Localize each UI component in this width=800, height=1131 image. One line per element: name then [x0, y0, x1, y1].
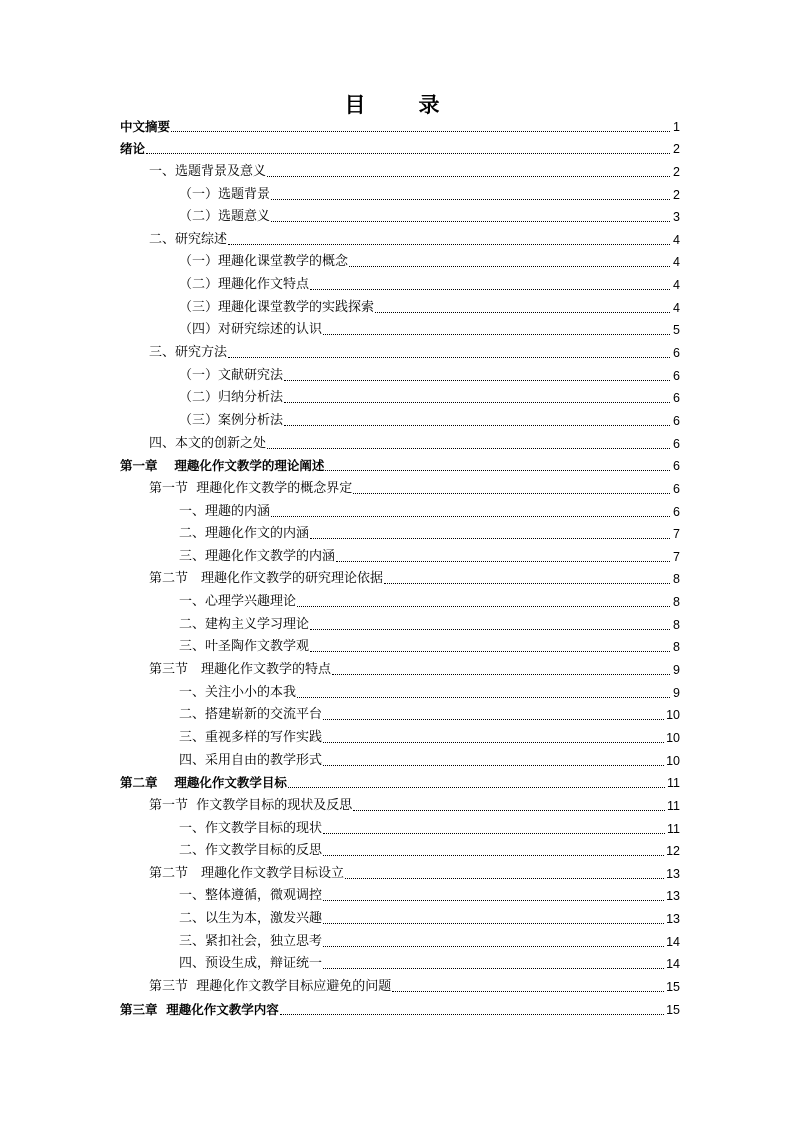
toc-entry-title: 三、理趣化作文教学的内涵: [179, 548, 336, 564]
toc-entry[interactable]: [120, 250, 680, 273]
toc-entry-title: 第三章 理趣化作文教学内容: [120, 1001, 279, 1017]
toc-entry[interactable]: [120, 318, 680, 341]
dot-leader: [323, 764, 664, 766]
toc-entry-title: （一）文献研究法: [179, 367, 284, 383]
dot-leader: [323, 945, 664, 947]
toc-page-number: 11: [667, 821, 680, 836]
toc-entry[interactable]: [120, 159, 680, 182]
toc-page-number: 8: [673, 617, 680, 632]
toc-page-number: 13: [666, 866, 680, 881]
dot-leader: [271, 220, 670, 222]
toc-page-number: 12: [666, 844, 680, 859]
toc-page-number: 6: [673, 481, 680, 496]
toc-entry[interactable]: [120, 227, 680, 250]
toc-entry-title: （二）归纳分析法: [179, 390, 284, 406]
dot-leader: [284, 424, 670, 426]
dot-leader: [323, 333, 670, 335]
dot-leader: [284, 401, 670, 403]
toc-entry-title: 第二章 理趣化作文教学目标: [120, 775, 287, 791]
toc-entry-title: 二、以生为本，激发兴趣: [179, 911, 323, 927]
dot-leader: [271, 515, 670, 517]
toc-entry[interactable]: [120, 340, 680, 363]
dot-leader: [375, 311, 670, 313]
toc-page-number: 13: [666, 889, 680, 904]
toc-entry-title: （一）理趣化课堂教学的概念: [179, 254, 349, 270]
toc-entry[interactable]: [120, 363, 680, 386]
toc-page-number: 6: [673, 391, 680, 406]
toc-page-number: 14: [666, 957, 680, 972]
toc-entry[interactable]: [120, 612, 680, 635]
toc-entry-title: 一、整体遵循，微观调控: [179, 888, 323, 904]
toc-entry-title: 二、搭建崭新的交流平台: [179, 707, 323, 723]
toc-entry-title: 二、理趣化作文的内涵: [179, 526, 310, 542]
toc-entry-title: 第三节 理趣化作文教学目标应避免的问题: [149, 978, 392, 994]
toc-entry-title: 四、预设生成，辩证统一: [179, 956, 323, 972]
toc-entry-title: （一）选题背景: [179, 186, 271, 202]
toc-page-number: 13: [666, 912, 680, 927]
dot-leader: [384, 582, 670, 584]
toc-entry-title: （三）理趣化课堂教学的实践探索: [179, 299, 375, 315]
dot-leader: [392, 990, 664, 992]
toc-entry[interactable]: [120, 861, 680, 884]
toc-entry-title: 二、建构主义学习理论: [179, 616, 310, 632]
dot-leader: [310, 628, 670, 630]
dot-leader: [228, 243, 670, 245]
toc-entry-title: （二）选题意义: [179, 209, 271, 225]
table-of-contents: [120, 114, 680, 1020]
toc-entry-title: （三）案例分析法: [179, 412, 284, 428]
dot-leader: [310, 537, 670, 539]
page-title: 目 录: [344, 93, 456, 117]
toc-entry-title: 二、作文教学目标的反思: [179, 843, 323, 859]
toc-page-number: 10: [666, 708, 680, 723]
toc-entry[interactable]: [120, 567, 680, 590]
dot-leader: [323, 718, 664, 720]
dot-leader: [284, 379, 670, 381]
dot-leader: [271, 198, 670, 200]
toc-page-number: 15: [666, 1002, 680, 1017]
toc-entry-title: 四、采用自由的教学形式: [179, 752, 323, 768]
dot-leader: [349, 265, 670, 267]
toc-entry[interactable]: [120, 408, 680, 431]
toc-entry-title: 四、本文的创新之处: [149, 435, 267, 451]
toc-entry[interactable]: [120, 816, 680, 839]
toc-page-number: 15: [666, 979, 680, 994]
toc-page-number: 6: [673, 459, 680, 474]
dot-leader: [280, 1013, 664, 1015]
dot-leader: [336, 560, 670, 562]
toc-page-number: 6: [673, 413, 680, 428]
toc-page-number: 4: [673, 232, 680, 247]
toc-page-number: 1: [673, 119, 680, 134]
toc-entry[interactable]: [120, 182, 680, 205]
toc-entry-title: 绪论: [120, 141, 146, 157]
dot-leader: [310, 650, 670, 652]
toc-entry-title: 第一节 理趣化作文教学的概念界定: [149, 480, 353, 496]
toc-entry[interactable]: [120, 114, 680, 137]
toc-entry[interactable]: [120, 793, 680, 816]
toc-entry-title: 第三节 理趣化作文教学的特点: [149, 662, 332, 678]
toc-entry[interactable]: [120, 544, 680, 567]
toc-entry-title: 三、研究方法: [149, 345, 228, 361]
toc-entry[interactable]: [120, 205, 680, 228]
toc-page-number: 6: [673, 346, 680, 361]
dot-leader: [325, 469, 670, 471]
toc-page-number: 8: [673, 640, 680, 655]
toc-entry[interactable]: [120, 635, 680, 658]
toc-entry[interactable]: [120, 137, 680, 160]
toc-page-number: 11: [667, 798, 680, 813]
toc-entry[interactable]: [120, 522, 680, 545]
dot-leader: [146, 152, 670, 154]
toc-entry[interactable]: [120, 272, 680, 295]
toc-page-number: 4: [673, 278, 680, 293]
toc-entry[interactable]: [120, 725, 680, 748]
dot-leader: [267, 175, 670, 177]
toc-entry-title: 三、紧扣社会，独立思考: [179, 933, 323, 949]
toc-entry-title: 第二节 理趣化作文教学的研究理论依据: [149, 571, 384, 587]
toc-entry[interactable]: [120, 839, 680, 862]
toc-entry-title: （四）对研究综述的认识: [179, 322, 323, 338]
toc-page-number: 3: [673, 210, 680, 225]
dot-leader: [353, 809, 665, 811]
dot-leader: [297, 605, 670, 607]
dot-leader: [323, 899, 664, 901]
toc-entry[interactable]: [120, 431, 680, 454]
toc-entry[interactable]: [120, 499, 680, 522]
dot-leader: [345, 877, 664, 879]
toc-entry-title: （二）理趣化作文特点: [179, 277, 310, 293]
toc-entry[interactable]: [120, 454, 680, 477]
dot-leader: [323, 854, 664, 856]
toc-entry[interactable]: [120, 748, 680, 771]
toc-entry[interactable]: [120, 680, 680, 703]
dot-leader: [323, 967, 664, 969]
toc-page-number: 6: [673, 368, 680, 383]
toc-entry[interactable]: [120, 295, 680, 318]
toc-entry-title: 第一章 理趣化作文教学的理论阐述: [120, 458, 325, 474]
dot-leader: [323, 832, 665, 834]
toc-entry-title: 一、选题背景及意义: [149, 163, 267, 179]
toc-entry-title: 二、研究综述: [149, 231, 228, 247]
toc-entry[interactable]: [120, 703, 680, 726]
toc-page-number: 6: [673, 504, 680, 519]
toc-entry-title: 一、理趣的内涵: [179, 503, 271, 519]
toc-entry[interactable]: [120, 974, 680, 997]
toc-entry[interactable]: [120, 952, 680, 975]
dot-leader: [353, 492, 670, 494]
toc-page-number: 2: [673, 187, 680, 202]
toc-page-number: 4: [673, 300, 680, 315]
dot-leader: [228, 356, 670, 358]
toc-page-number: 2: [673, 142, 680, 157]
toc-page-number: 7: [673, 549, 680, 564]
toc-entry-title: 中文摘要: [120, 118, 171, 134]
toc-entry[interactable]: [120, 476, 680, 499]
toc-page-number: 10: [666, 730, 680, 745]
toc-entry-title: 第一节 作文教学目标的现状及反思: [149, 797, 353, 813]
dot-leader: [267, 447, 670, 449]
toc-entry[interactable]: [120, 657, 680, 680]
toc-page-number: 8: [673, 595, 680, 610]
toc-entry[interactable]: [120, 906, 680, 929]
dot-leader: [288, 786, 665, 788]
toc-entry[interactable]: [120, 771, 680, 794]
dot-leader: [323, 741, 664, 743]
toc-page-number: 6: [673, 436, 680, 451]
toc-page-number: 14: [666, 934, 680, 949]
dot-leader: [323, 922, 664, 924]
toc-page-number: 4: [673, 255, 680, 270]
toc-page-number: 5: [673, 323, 680, 338]
toc-page-number: 8: [673, 572, 680, 587]
toc-entry-title: 第二节 理趣化作文教学目标设立: [149, 865, 345, 881]
toc-entry[interactable]: [120, 929, 680, 952]
toc-entry[interactable]: [120, 589, 680, 612]
toc-entry[interactable]: [120, 997, 680, 1020]
dot-leader: [332, 673, 670, 675]
toc-entry-title: 一、关注小小的本我: [179, 684, 297, 700]
dot-leader: [297, 696, 670, 698]
toc-page-number: 9: [673, 663, 680, 678]
toc-entry-title: 一、心理学兴趣理论: [179, 594, 297, 610]
toc-entry-title: 三、重视多样的写作实践: [179, 729, 323, 745]
toc-entry[interactable]: [120, 884, 680, 907]
toc-page-number: 7: [673, 527, 680, 542]
dot-leader: [310, 288, 670, 290]
toc-page-number: 9: [673, 685, 680, 700]
dot-leader: [171, 130, 670, 132]
toc-entry[interactable]: [120, 386, 680, 409]
toc-entry-title: 三、叶圣陶作文教学观: [179, 639, 310, 655]
toc-page-number: 2: [673, 164, 680, 179]
toc-page-number: 11: [667, 776, 680, 791]
toc-entry-title: 一、作文教学目标的现状: [179, 820, 323, 836]
toc-page-number: 10: [666, 753, 680, 768]
